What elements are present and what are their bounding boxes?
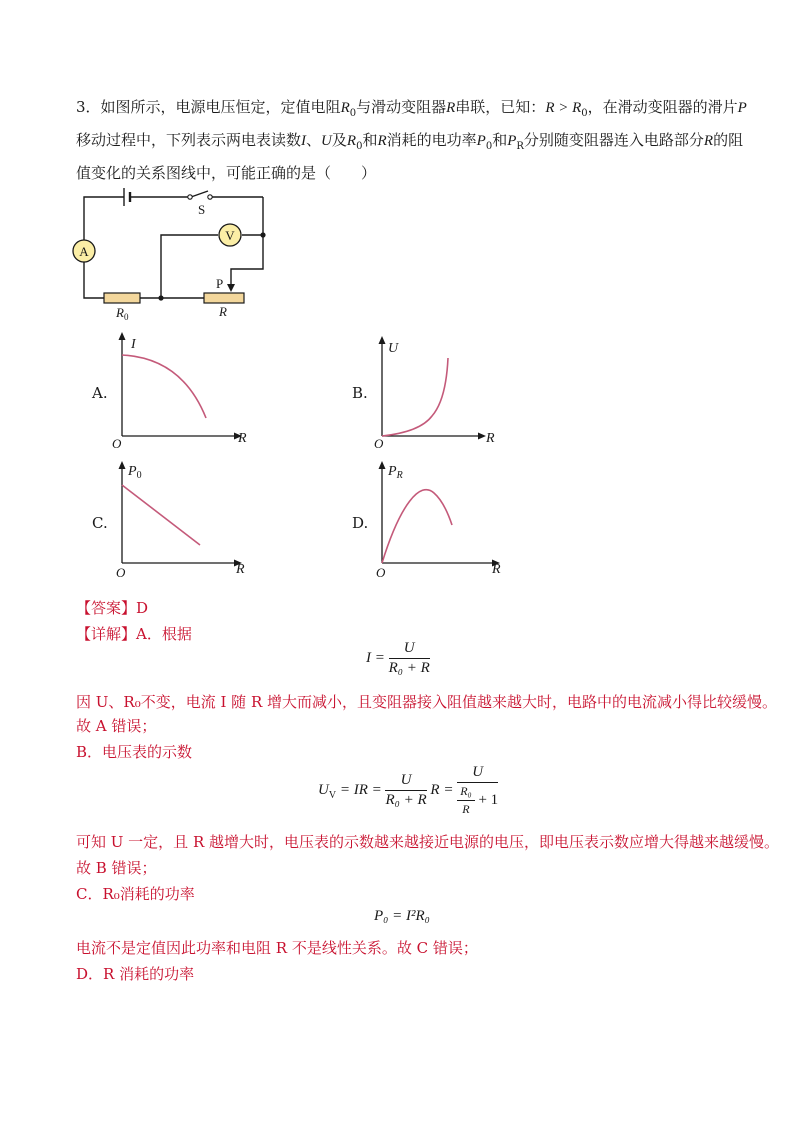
r-label: R — [219, 304, 227, 319]
detail-c-explain: 电流不是定值因此功率和电阻 R 不是线性关系。故 C 错误； — [76, 939, 478, 957]
formula-power-r0: P₀ = I²R₀ — [374, 908, 430, 924]
option-b-y-arrow-icon — [379, 336, 386, 344]
option-c-origin: O — [116, 565, 126, 580]
wire-top-left — [84, 197, 124, 240]
option-c-label: C. — [92, 514, 108, 532]
option-d-origin: O — [376, 565, 386, 580]
detail-b-explain: 可知 U 一定，且 R 越增大时，电压表的示数越来越接近电源的电压，即电压表示数应增大得越来越缓慢。 — [76, 833, 780, 851]
option-b-x-arrow-icon — [478, 433, 486, 440]
option-b-origin: O — [374, 436, 384, 450]
slider-arrow-icon — [227, 284, 235, 292]
option-a-origin: O — [112, 436, 122, 450]
formula-ohms-law: I = $\frac{U}{\text{R₀ + R}}$ — [366, 640, 430, 676]
switch-contact-right — [208, 195, 212, 199]
option-a-label: A. — [92, 384, 108, 402]
detail-b-intro: B．电压表的示数 — [76, 743, 193, 761]
detail-tag: 【详解】 — [76, 625, 137, 643]
option-d-graph — [370, 455, 520, 580]
resistor-r0 — [104, 293, 140, 303]
option-d-curve — [382, 490, 452, 563]
slider-label: P — [216, 276, 224, 291]
option-c-x-label: R — [236, 562, 245, 577]
detail-a-explain: 因 U、R₀不变，电流 I 随 R 增大而减小，且变阻器接入阻值越来越大时，电路中的电流减小得比较缓慢。 — [76, 693, 778, 711]
answer-line — [76, 596, 148, 620]
option-c-y-label: $P_0$ — [128, 464, 142, 481]
option-c-line — [122, 485, 200, 545]
detail-a-conclusion: 故 A 错误； — [76, 717, 157, 735]
voltmeter-label: V — [225, 228, 235, 243]
r0-label: $R_0$ — [116, 305, 129, 322]
option-d-x-label: R — [492, 562, 501, 577]
formula-1-fraction: $\frac{U}{\text{R₀ + R}}$ — [388, 640, 430, 676]
question-line-1: 3．如图所示，电源电压恒定，定值电阻$R_0$与滑动变阻器R串联，已知：$R > R_0$，在滑动变阻器的滑片P — [76, 98, 747, 119]
formula-voltmeter: $U_V$ = IR = $\frac{U}{\text{R₀ + R}}$ R = U $\frac{\text{R₀}}{R}$ + 1 — [318, 764, 499, 816]
answer-value: D — [136, 599, 149, 617]
option-c-graph — [110, 455, 260, 580]
ammeter-label: A — [79, 244, 89, 259]
junction-left — [158, 295, 163, 300]
question-number: 3． — [76, 98, 101, 116]
option-c-y-arrow-icon — [119, 461, 126, 469]
detail-c-intro: C．R₀消耗的功率 — [76, 885, 195, 903]
option-b-label: B. — [352, 384, 368, 402]
detail-d-intro: D．R 消耗的功率 — [76, 965, 195, 983]
option-b-x-label: R — [486, 431, 495, 446]
detail-a-intro: 【详解】A．根据 — [76, 625, 192, 643]
option-b-y-label: U — [388, 341, 399, 356]
formula-2-fraction-2: U $\frac{\text{R₀}}{R}$ + 1 — [457, 764, 498, 817]
answer-tag: 【答案】 — [76, 599, 137, 617]
question-line-3: 值变化的关系图线中，可能正确的是（ ） — [76, 164, 377, 182]
option-d-y-arrow-icon — [379, 461, 386, 469]
option-a-y-arrow-icon — [119, 332, 126, 340]
switch-contact-left — [188, 195, 192, 199]
formula-2-inner-fraction: $\frac{\text{R₀}}{R}$ — [457, 784, 475, 817]
option-b-graph — [370, 330, 520, 450]
option-a-curve — [122, 355, 206, 418]
circuit-diagram — [60, 180, 290, 330]
option-d-label: D. — [352, 514, 369, 532]
detail-b-conclusion: 故 B 错误； — [76, 859, 157, 877]
formula-2-fraction-1: $\frac{U}{\text{R₀ + R}}$ — [385, 772, 427, 808]
resistor-r — [204, 293, 244, 303]
question-line-2: 移动过程中，下列表示两电表读数I、U及$R_0$和R消耗的电功率$P_0$和$P_R$分别随变阻器连入电路部分R的阻 — [76, 131, 744, 152]
option-d-y-label: $P_R$ — [388, 464, 403, 481]
question-text — [76, 94, 747, 187]
option-a-x-label: R — [238, 431, 247, 446]
junction-right — [260, 232, 265, 237]
switch-blade — [191, 191, 208, 197]
option-a-graph — [110, 330, 260, 450]
option-a-y-label: I — [131, 337, 136, 352]
option-b-curve — [382, 358, 448, 436]
wire-left — [84, 262, 104, 298]
wire-voltmeter-left — [161, 235, 218, 298]
switch-label: S — [198, 202, 206, 217]
